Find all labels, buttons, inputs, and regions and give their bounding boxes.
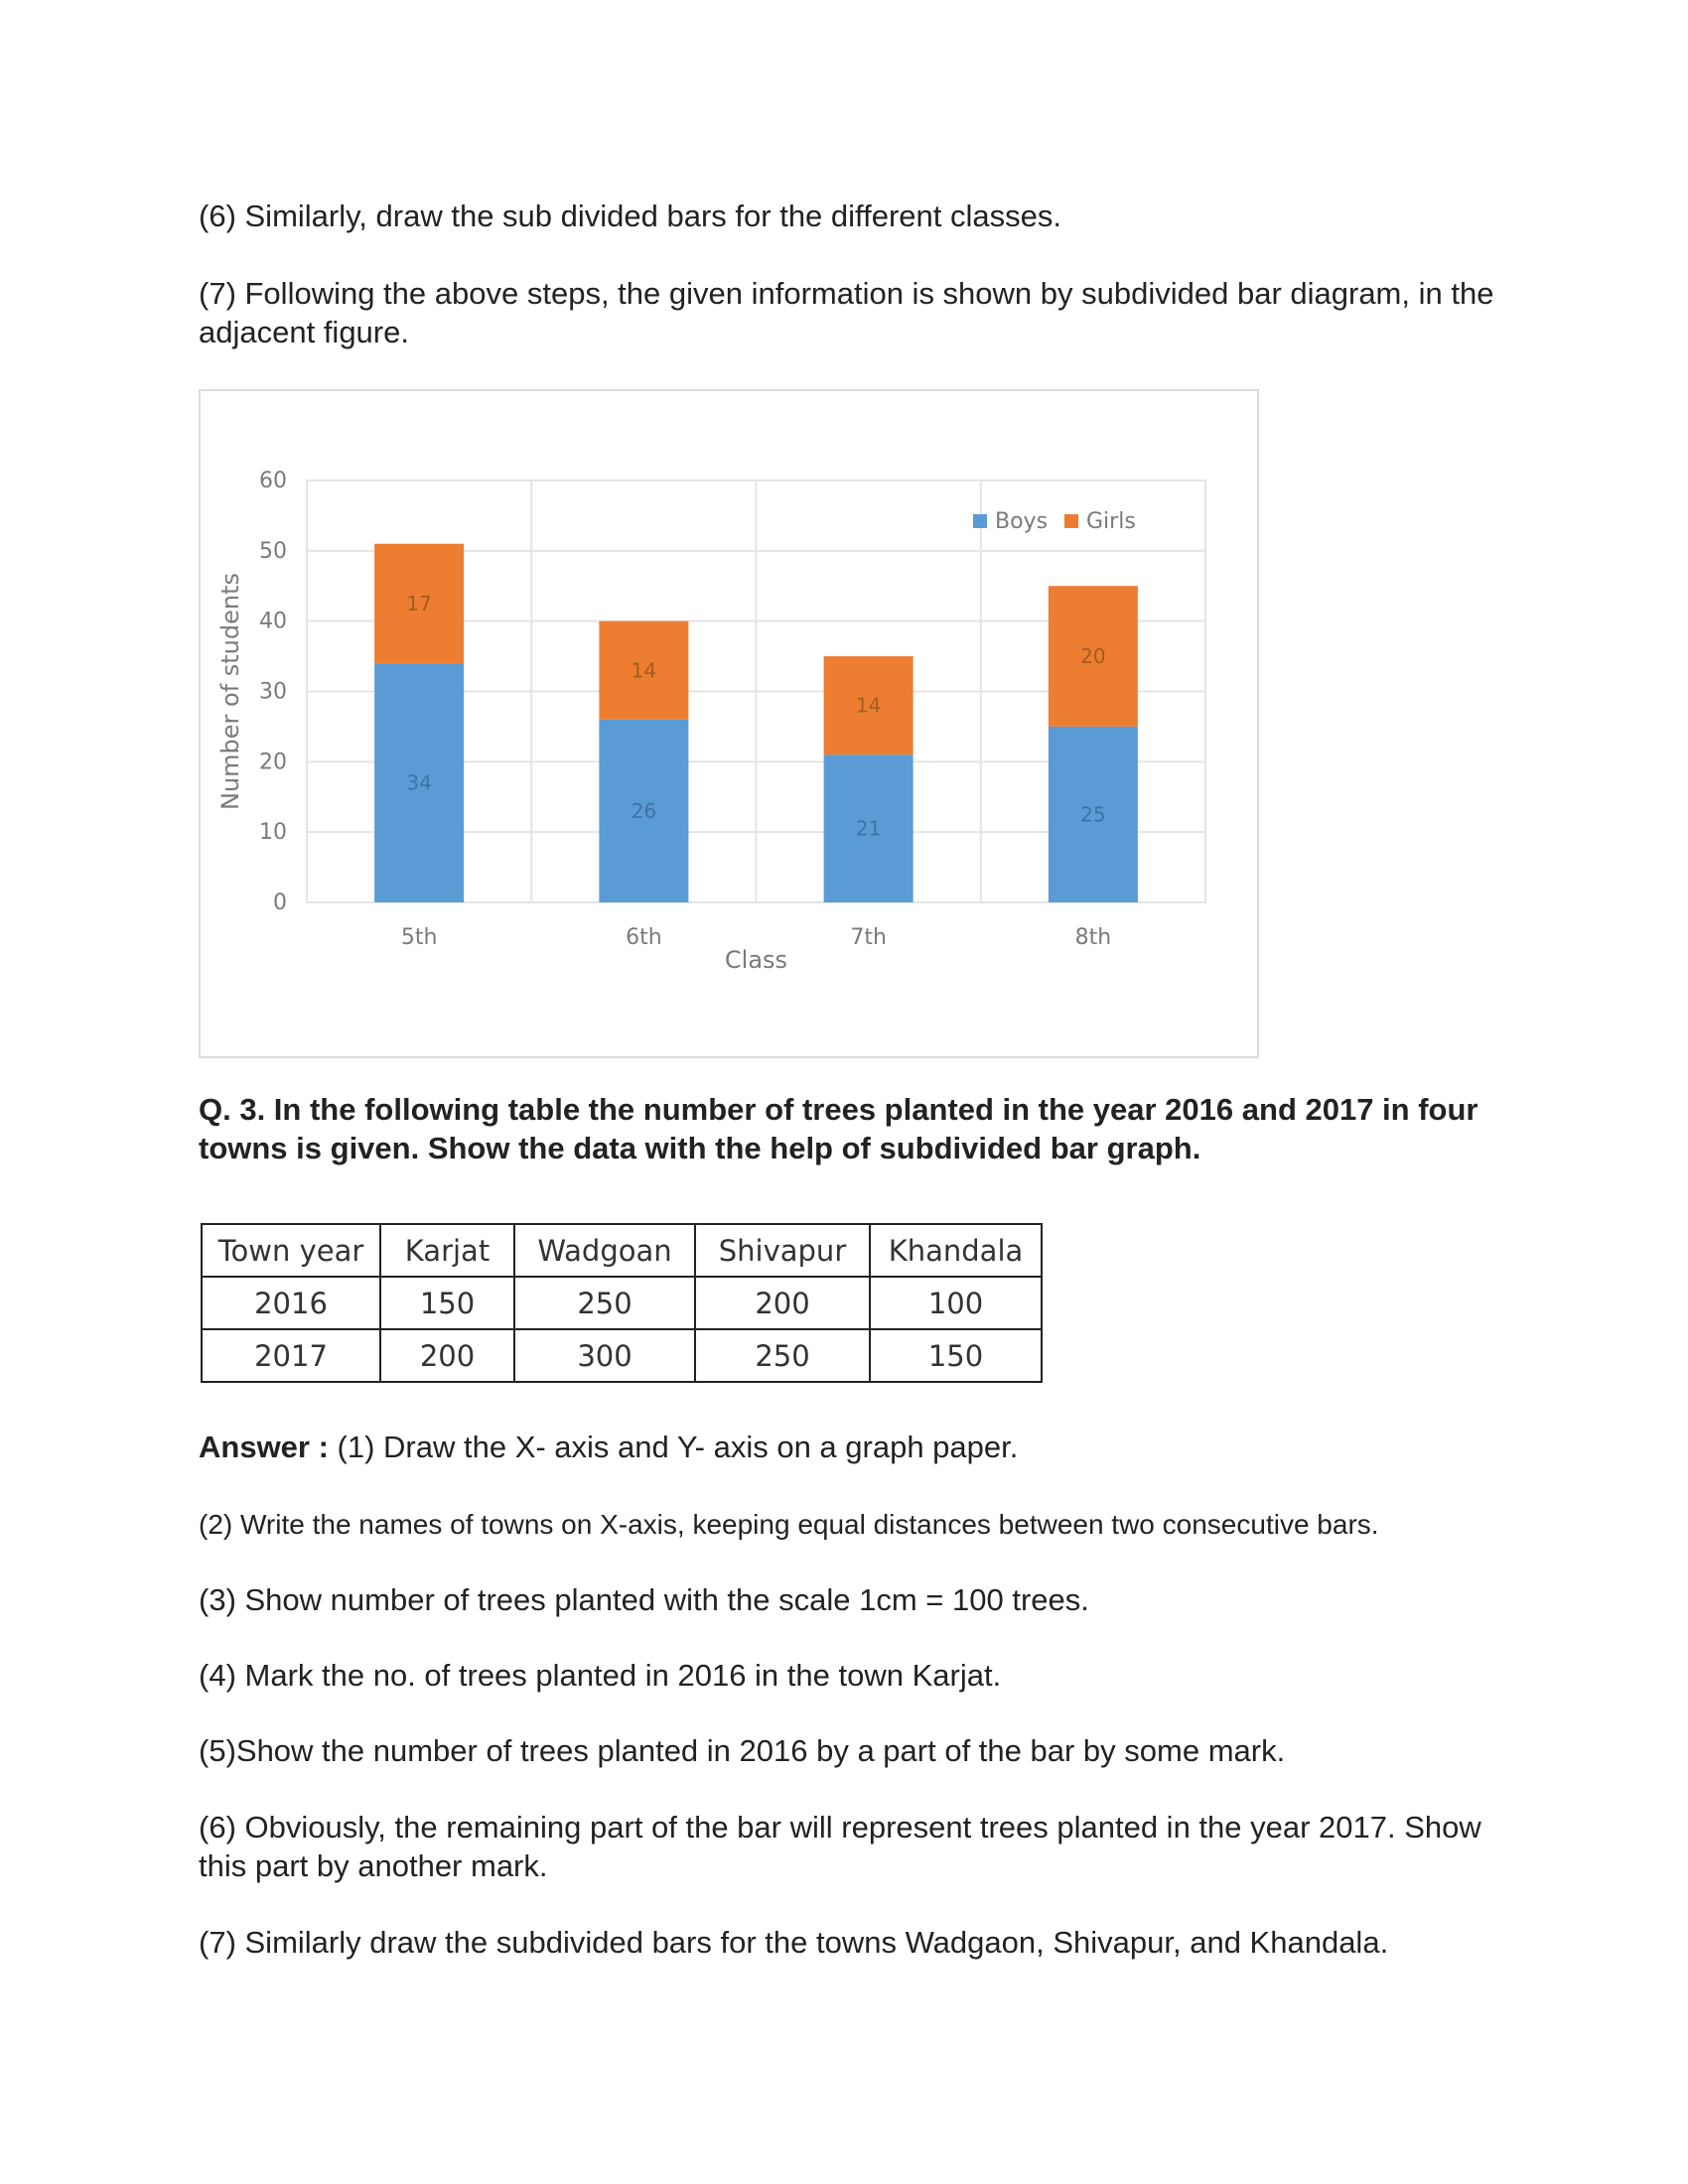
chart-canvas (201, 391, 1257, 1056)
table-cell: 250 (695, 1329, 870, 1382)
y-tick-label: 40 (259, 609, 287, 634)
table-header-cell: Karjat (380, 1224, 514, 1277)
trees-planted-table (201, 1223, 1043, 1383)
table-header-cell: Khandala (870, 1224, 1042, 1277)
table-cell: 150 (870, 1329, 1042, 1382)
data-label: 34 (406, 770, 432, 795)
step-7-text: (7) Following the above steps, the given information is shown by subdivided bar diagram, in the adjacent figure. (199, 276, 1494, 349)
table-header-cell: Wadgoan (514, 1224, 695, 1277)
table-cell: 100 (870, 1277, 1042, 1329)
x-tick-label: 7th (850, 925, 887, 950)
y-tick-label: 50 (259, 538, 287, 564)
data-label: 14 (855, 693, 882, 718)
table-header-cell: Shivapur (695, 1224, 870, 1277)
table-cell: 250 (514, 1277, 695, 1329)
table-header-row (202, 1224, 1042, 1277)
table-cell: 200 (380, 1329, 514, 1382)
data-label: 21 (855, 816, 882, 841)
table-cell: 300 (514, 1329, 695, 1382)
data-label: 14 (631, 658, 657, 683)
table-row (202, 1329, 1042, 1382)
answer-step-6: (6) Obviously, the remaining part of the bar will represent trees planted in the year 2017. Show this part by another mark. (199, 1810, 1481, 1883)
legend-swatch-girls (1064, 514, 1078, 528)
x-tick-label: 5th (400, 925, 438, 950)
x-axis-title: Class (724, 946, 788, 974)
table-row (202, 1277, 1042, 1329)
table-cell: 200 (695, 1277, 870, 1329)
answer-step-2: (2) Write the names of towns on X-axis, keeping equal distances between two consecutive bars. (199, 1509, 1379, 1540)
answer-step-1-text: (1) Draw the X- axis and Y- axis on a graph paper. (328, 1430, 1019, 1464)
legend-label-boys: Boys (995, 509, 1049, 534)
x-tick-label: 8th (1074, 925, 1112, 950)
y-tick-label: 10 (259, 820, 287, 846)
answer-step-3: (3) Show number of trees planted with the scale 1cm = 100 trees. (199, 1582, 1089, 1617)
data-label: 20 (1080, 644, 1106, 669)
answer-step-4: (4) Mark the no. of trees planted in 2016 in the town Karjat. (199, 1658, 1002, 1693)
step-6-text: (6) Similarly, draw the sub divided bars for the different classes. (199, 199, 1061, 233)
x-tick-label: 6th (626, 925, 662, 950)
data-label: 25 (1080, 802, 1106, 827)
table-cell: 2017 (202, 1329, 380, 1382)
answer-step-1 (199, 1428, 1509, 1466)
y-tick-label: 60 (259, 469, 287, 493)
answer-label: Answer : (199, 1430, 329, 1464)
data-label: 26 (631, 798, 657, 823)
legend-swatch-boys (973, 514, 987, 528)
y-axis-title: Number of students (216, 572, 244, 811)
y-tick-label: 0 (273, 890, 287, 915)
stacked-bar-chart (199, 389, 1259, 1058)
question-3-text: Q. 3. In the following table the number of trees planted in the year 2016 and 2017 in four towns is given. Show the data with the help of subdivided bar graph. (199, 1092, 1478, 1165)
answer-step-7: (7) Similarly draw the subdivided bars for the towns Wadgaon, Shivapur, and Khandala. (199, 1925, 1389, 1960)
legend-label-girls: Girls (1086, 509, 1136, 534)
table-header-cell: Town year (202, 1224, 380, 1277)
table-cell: 150 (380, 1277, 514, 1329)
data-label: 17 (406, 591, 432, 615)
y-tick-label: 20 (259, 750, 287, 775)
y-tick-label: 30 (259, 679, 287, 705)
table-cell: 2016 (202, 1277, 380, 1329)
answer-step-5: (5)Show the number of trees planted in 2016 by a part of the bar by some mark. (199, 1733, 1286, 1768)
